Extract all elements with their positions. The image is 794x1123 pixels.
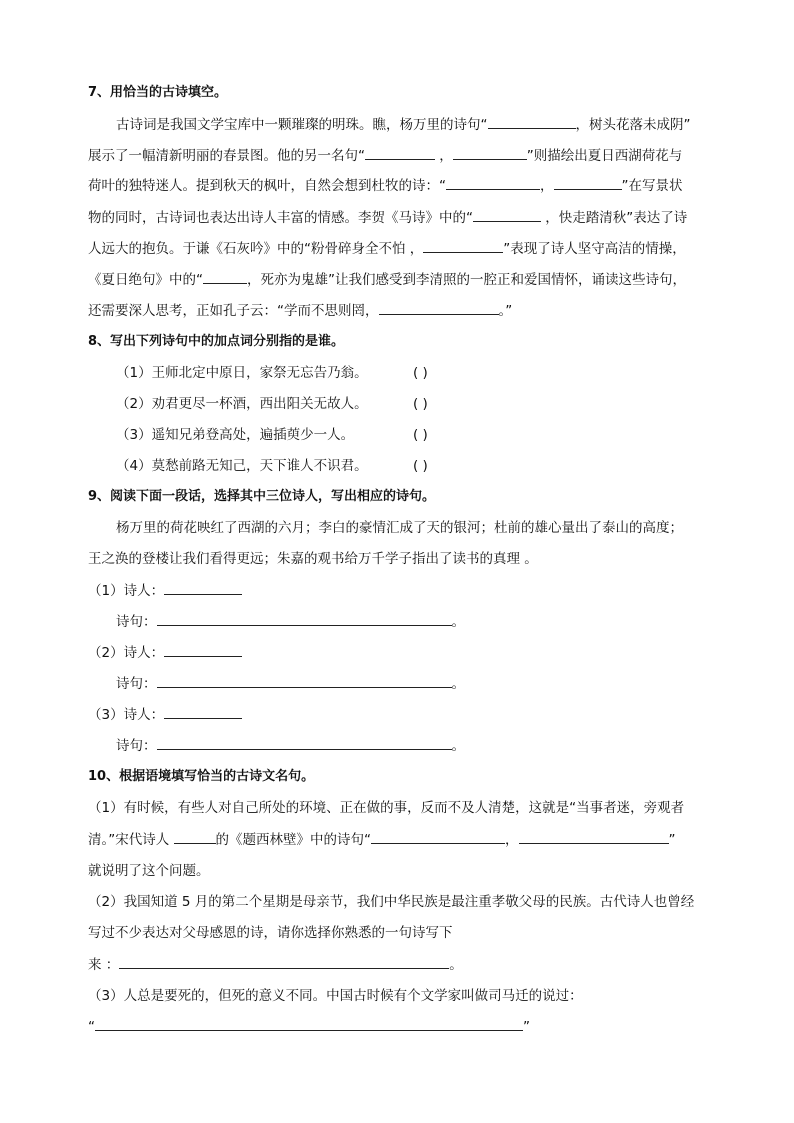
q10-p1-line-1: （1）有时候，有些人对自己所处的环境、正在做的事，反而不及人清楚，这就是“当事者迷，旁观者 xyxy=(88,800,685,816)
q7-line-2: 展示了一幅清新明丽的春景图。他的另一名句“ ， ”则描绘出夏日西湖荷花与 xyxy=(88,148,683,164)
q10-p3-line-2: “ ” xyxy=(88,1019,530,1035)
q9-verse-blank-3[interactable] xyxy=(157,736,452,750)
q7-blank-4[interactable] xyxy=(446,176,540,190)
q7-line-6: 《夏日绝句》中的“ ，死亦为鬼雄”让我们感受到李清照的一腔正和爱国情怀，诵读这些诗句， xyxy=(88,272,686,288)
q9-poet-blank-2[interactable] xyxy=(164,643,242,657)
q7-blank-9[interactable] xyxy=(379,301,499,315)
q7-blank-6[interactable] xyxy=(473,208,541,222)
q8-item-1: （1）王师北定中原日，家祭无忘告乃翁。 xyxy=(116,365,368,381)
q10-p2-line-1: （2）我国知道 5 月的第二个星期是母亲节，我们中华民族是最注重孝敬父母的民族。古代诗人也曾经 xyxy=(88,894,695,910)
q7-blank-1[interactable] xyxy=(488,115,576,129)
q8-answer-2[interactable]: ( ) xyxy=(413,396,428,412)
q10-p1-line-2: 清。”宋代诗人 的《题西林壁》中的诗句“ ， ” xyxy=(88,832,676,848)
q8-item-3: （3）遥知兄弟登高处，遍插萸少一人。 xyxy=(116,427,355,443)
q9-verse-blank-2[interactable] xyxy=(157,674,452,688)
q7-blank-2[interactable] xyxy=(365,146,435,160)
q7-line-3: 荷叶的独特迷人。提到秋天的枫叶，自然会想到杜牧的诗：“ ， ”在写景状 xyxy=(88,178,683,194)
q7-line-1: 古诗词是我国文学宝库中一颗璀璨的明珠。瞧，杨万里的诗句“ ，树头花落未成阴” xyxy=(116,117,691,133)
q10-verse-blank-2[interactable] xyxy=(519,830,669,844)
q7-blank-7[interactable] xyxy=(423,239,503,253)
q9-poet-2: （2）诗人： xyxy=(88,643,242,663)
q9-para-line-1: 杨万里的荷花映红了西湖的六月；李白的豪情汇成了天的银河；杜前的雄心量出了泰山的高度； xyxy=(116,520,683,536)
q9-verse-2: 诗句： 。 xyxy=(116,676,465,692)
q7-line-4: 物的同时，古诗词也表达出诗人丰富的情感。李贺《马诗》中的“ ，快走踏清秋”表达了诗 xyxy=(88,210,688,226)
q7-line-5: 人远大的抱负。于谦《石灰吟》中的“粉骨碎身全不怕 ， ”表现了诗人坚守高洁的情操， xyxy=(88,241,686,257)
q10-p2-line-2: 写过不少表达对父母感恩的诗，请你选择你熟悉的一句诗写下 xyxy=(88,925,453,941)
q8-title: 8、写出下列诗句中的加点词分别指的是谁。 xyxy=(88,334,345,349)
q8-answer-1[interactable]: ( ) xyxy=(413,365,428,381)
q10-verse-blank-1[interactable] xyxy=(371,830,505,844)
q7-blank-3[interactable] xyxy=(453,146,527,160)
q8-answer-3[interactable]: ( ) xyxy=(413,427,428,443)
q9-poet-blank-1[interactable] xyxy=(164,581,242,595)
q10-poet-blank[interactable] xyxy=(174,830,216,844)
q10-p1-line-3: 就说明了这个问题。 xyxy=(88,863,210,879)
q9-title: 9、阅读下面一段话，选择其中三位诗人，写出相应的诗句。 xyxy=(88,489,436,504)
q10-p3-line-1: （3）人总是要死的，但死的意义不同。中国古时候有个文学家叫做司马迁的说过： xyxy=(88,988,583,1004)
q9-para-line-2: 王之涣的登楼让我们看得更远；朱嘉的观书给万千学子指出了读书的真理 。 xyxy=(88,551,538,567)
q10-p2-blank[interactable] xyxy=(119,955,449,969)
q9-poet-3: （3）诗人： xyxy=(88,705,242,725)
q10-p2-line-3: 来 ： 。 xyxy=(88,957,463,973)
q7-blank-8[interactable] xyxy=(203,270,247,284)
q10-title: 10、根据语境填写恰当的古诗文名句。 xyxy=(88,769,315,784)
q10-p3-blank[interactable] xyxy=(95,1017,523,1031)
q7-title: 7、用恰当的古诗填空。 xyxy=(88,85,228,100)
q8-answer-4[interactable]: ( ) xyxy=(413,458,428,474)
q9-poet-1: （1）诗人： xyxy=(88,581,242,601)
q9-verse-blank-1[interactable] xyxy=(157,612,452,626)
q8-item-2: （2）劝君更尽一杯酒，西出阳关无故人。 xyxy=(116,396,368,412)
q7-line-7: 还需要深人思考，正如孔子云：“学而不思则罔， 。” xyxy=(88,303,513,319)
q8-item-4: （4）莫愁前路无知己，天下谁人不识君。 xyxy=(116,458,368,474)
q9-poet-blank-3[interactable] xyxy=(164,705,242,719)
q9-verse-1: 诗句： 。 xyxy=(116,614,465,630)
q7-blank-5[interactable] xyxy=(554,176,622,190)
q9-verse-3: 诗句： 。 xyxy=(116,738,465,754)
